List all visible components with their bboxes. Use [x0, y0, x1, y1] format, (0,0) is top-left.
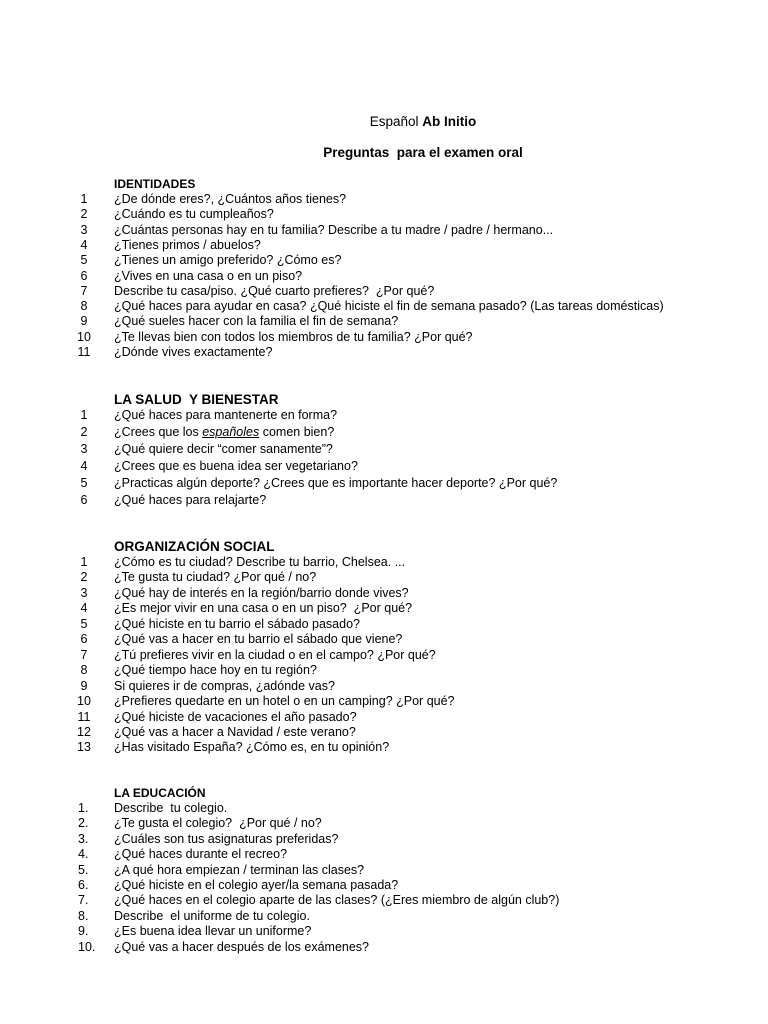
question-text-emphasis: españoles: [202, 424, 260, 439]
section-heading: LA SALUD Y BIENESTAR: [114, 392, 279, 407]
list-item: [0, 269, 768, 284]
question-text: ¿Es buena idea llevar un uniforme?: [114, 924, 312, 939]
list-item: [0, 679, 768, 694]
question-text: Si quieres ir de compras, ¿adónde vas?: [114, 678, 335, 693]
item-number: 8.: [78, 908, 89, 923]
title-prefix: Español: [369, 114, 419, 129]
item-number: 2.: [78, 816, 89, 831]
item-number: 1: [80, 192, 88, 206]
item-number: 3: [80, 585, 88, 600]
list-item: [0, 801, 768, 816]
item-number: 10: [77, 694, 91, 709]
question-text: ¿Qué hiciste en el colegio ayer/la semana pasada?: [114, 878, 399, 892]
list-item: [0, 740, 768, 755]
list-item: [0, 710, 768, 725]
question-text: ¿Cómo es tu ciudad? Describe tu barrio, Chelsea. ...: [114, 555, 406, 569]
question-text-before: ¿Crees que los: [114, 424, 203, 439]
list-item: [0, 878, 768, 893]
item-number: 2: [80, 570, 88, 585]
question-text: ¿Dónde vives exactamente?: [114, 345, 273, 359]
item-number: 5: [80, 253, 88, 268]
item-number: 7.: [78, 893, 89, 908]
item-number: 1.: [78, 801, 89, 815]
list-item: [0, 408, 768, 425]
question-text: ¿Qué quiere decir “comer sanamente”?: [114, 441, 333, 456]
list-item: [0, 314, 768, 329]
list-item: [0, 207, 768, 222]
list-item: [0, 299, 768, 314]
list-item: [0, 725, 768, 740]
question-text: ¿Qué haces durante el recreo?: [114, 847, 288, 862]
list-item: [0, 284, 768, 299]
item-number: 4: [80, 601, 88, 616]
item-number: 7: [80, 647, 88, 662]
item-number: 5.: [78, 862, 89, 877]
question-text: ¿Tienes un amigo preferido? ¿Cómo es?: [114, 253, 342, 268]
list-item: [0, 863, 768, 878]
question-text: ¿Qué hiciste de vacaciones el año pasado?: [114, 709, 357, 724]
list-item: [0, 555, 768, 570]
list-item: [0, 192, 768, 207]
question-text: [114, 425, 334, 439]
question-text: ¿Qué vas a hacer después de los exámenes?: [114, 939, 370, 954]
item-number: 3: [80, 441, 88, 456]
list-item: [0, 476, 768, 493]
item-number: 6.: [78, 878, 89, 892]
item-number: 10: [77, 329, 91, 344]
item-number: 3.: [78, 831, 89, 846]
list-item: [0, 345, 768, 360]
list-item: [0, 663, 768, 678]
item-number: 8: [80, 299, 88, 314]
section-salud: [0, 392, 768, 407]
question-text: ¿Qué haces en el colegio aparte de las clases? (¿Eres miembro de algún club?): [114, 893, 560, 908]
list-item: [0, 617, 768, 632]
item-number: 8: [80, 663, 88, 678]
section-heading: ORGANIZACIÓN SOCIAL: [114, 539, 275, 554]
question-text: Describe tu colegio.: [114, 801, 228, 815]
list-item: [0, 586, 768, 601]
section-heading: LA EDUCACIÓN: [114, 786, 206, 800]
question-text: ¿De dónde eres?, ¿Cuántos años tienes?: [114, 192, 347, 206]
item-number: 13: [77, 740, 91, 755]
item-number: 1: [80, 408, 88, 422]
list-item: [0, 940, 768, 955]
question-text: ¿Tú prefieres vivir en la ciudad o en el campo? ¿Por qué?: [114, 647, 436, 662]
list-item: [0, 847, 768, 862]
item-number: 9: [80, 678, 88, 693]
list-item: [0, 425, 768, 442]
question-text: ¿Cuántas personas hay en tu familia? Describe a tu madre / padre / hermano...: [114, 222, 554, 237]
section-educacion: [0, 786, 768, 800]
question-text: Describe tu casa/piso. ¿Qué cuarto prefieres? ¿Por qué?: [114, 283, 435, 298]
question-text-after: comen bien?: [259, 424, 335, 439]
question-text: ¿Cuáles son tus asignaturas preferidas?: [114, 831, 339, 846]
section-heading: IDENTIDADES: [114, 177, 196, 191]
question-text: ¿Qué hiciste en tu barrio el sábado pasado?: [114, 616, 360, 631]
list-item: [0, 893, 768, 908]
item-number: 5: [80, 616, 88, 631]
item-number: 4: [80, 237, 88, 252]
item-number: 6: [80, 268, 88, 283]
list-item: [0, 648, 768, 663]
list-item: [0, 223, 768, 238]
list-item: [0, 601, 768, 616]
item-number: 12: [77, 724, 91, 739]
item-number: 7: [80, 283, 88, 298]
list-item: [0, 909, 768, 924]
item-number: 6: [80, 492, 88, 507]
question-text: ¿Te gusta el colegio? ¿Por qué / no?: [114, 816, 322, 831]
item-number: 9.: [78, 924, 89, 939]
item-number: 10.: [78, 939, 96, 954]
item-number: 4: [80, 458, 88, 473]
item-number: 5: [80, 475, 88, 490]
list-item: [0, 832, 768, 847]
list-item: [0, 442, 768, 459]
question-text: ¿Practicas algún deporte? ¿Crees que es importante hacer deporte? ¿Por qué?: [114, 475, 558, 490]
item-number: 2: [80, 424, 88, 439]
list-item: [0, 632, 768, 647]
question-text: ¿Tienes primos / abuelos?: [114, 237, 261, 252]
item-number: 11: [77, 709, 91, 724]
document-subtitle: Preguntas para el examen oral: [323, 145, 523, 160]
item-number: 6: [80, 632, 88, 647]
question-text: Describe el uniforme de tu colegio.: [114, 908, 310, 923]
list-item: [0, 694, 768, 709]
question-text: ¿Qué vas a hacer en tu barrio el sábado que viene?: [114, 632, 403, 647]
list-item: [0, 330, 768, 345]
item-number: 11: [77, 345, 91, 359]
question-text: ¿Es mejor vivir en una casa o en un piso? ¿Por qué?: [114, 601, 413, 616]
question-text: ¿Te llevas bien con todos los miembros de tu familia? ¿Por qué?: [114, 329, 473, 344]
question-text: ¿Prefieres quedarte en un hotel o en un camping? ¿Por qué?: [114, 694, 455, 709]
document-title: [0, 114, 768, 129]
question-text: ¿Vives en una casa o en un piso?: [114, 268, 303, 283]
list-item: [0, 816, 768, 831]
question-text: ¿Qué haces para mantenerte en forma?: [114, 408, 338, 422]
item-number: 3: [80, 222, 88, 237]
question-text: ¿Crees que es buena idea ser vegetariano?: [114, 458, 358, 473]
item-number: 2: [80, 207, 88, 222]
section-organizacion: [0, 539, 768, 554]
question-text: ¿Qué sueles hacer con la familia el fin de semana?: [114, 314, 399, 329]
question-text: ¿Has visitado España? ¿Cómo es, en tu opinión?: [114, 740, 390, 755]
title-bold: Ab Initio: [422, 114, 477, 129]
list-item: [0, 493, 768, 510]
list-item: [0, 924, 768, 939]
item-number: 4.: [78, 847, 89, 862]
question-text: ¿Qué hay de interés en la región/barrio donde vives?: [114, 585, 409, 600]
question-text: ¿Qué tiempo hace hoy en tu región?: [114, 663, 317, 678]
list-item: [0, 459, 768, 476]
question-text: ¿Qué haces para ayudar en casa? ¿Qué hiciste el fin de semana pasado? (Las tareas domésticas): [114, 299, 664, 314]
list-item: [0, 253, 768, 268]
question-text: ¿Qué haces para relajarte?: [114, 492, 267, 507]
list-item: [0, 238, 768, 253]
item-number: 1: [80, 555, 88, 569]
question-text: ¿Qué vas a hacer a Navidad / este verano?: [114, 724, 356, 739]
question-text: ¿Te gusta tu ciudad? ¿Por qué / no?: [114, 570, 317, 585]
question-text: ¿A qué hora empiezan / terminan las clases?: [114, 862, 365, 877]
item-number: 9: [80, 314, 88, 329]
list-item: [0, 570, 768, 585]
question-text: ¿Cuándo es tu cumpleaños?: [114, 207, 274, 222]
section-identidades: [0, 177, 768, 192]
